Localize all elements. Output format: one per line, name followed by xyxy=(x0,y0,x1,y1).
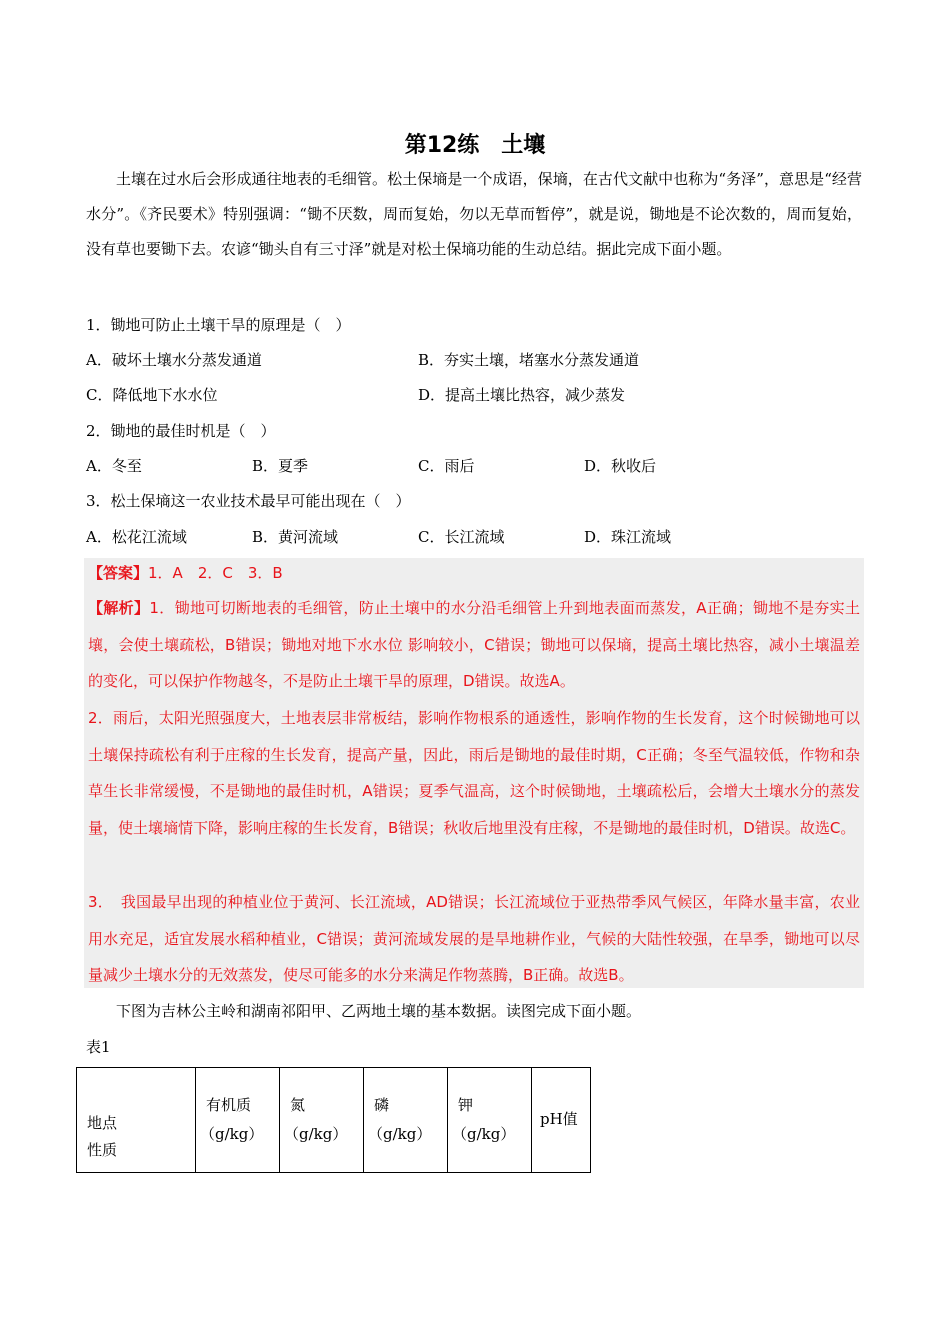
answer-label: 【答案】 xyxy=(88,564,149,582)
header-nitrogen-unit: （g/kg） xyxy=(284,1125,348,1143)
header-potassium xyxy=(448,1068,532,1173)
header-phosphorus-unit: （g/kg） xyxy=(368,1125,432,1143)
header-organic-matter-unit: （g/kg） xyxy=(200,1125,264,1143)
question-2-option-d[interactable]: D．秋收后 xyxy=(584,457,657,475)
header-nitrogen-name: 氮 xyxy=(290,1096,306,1114)
page-title: 第12练 土壤 xyxy=(404,133,546,158)
answer-line xyxy=(88,563,283,583)
corner-top-label: 地点 xyxy=(87,1114,118,1132)
question-1-stem: 1．锄地可防止土壤干旱的原理是（ ） xyxy=(86,316,351,334)
table-header-row xyxy=(77,1068,591,1173)
question-1-option-b[interactable]: B．夯实土壤，堵塞水分蒸发通道 xyxy=(418,351,640,369)
question-2-option-c[interactable]: C．雨后 xyxy=(418,457,475,475)
analysis-label: 【解析】 xyxy=(88,599,150,617)
table-label: 表1 xyxy=(86,1038,111,1056)
intro-paragraph: 土壤在过水后会形成通往地表的毛细管。松土保墒是一个成语，保墒，在古代文献中也称为“务泽”，意思是“经营水分”。《齐民要术》特别强调：“锄不厌数，周而复始，勿以无草而暂停”，就是说，锄地是不论次数的，周而复始，没有草也要锄下去。农谚“锄头自有三寸泽”就是对松土保墒功能的生动总结。据此完成下面小题。 xyxy=(86,170,862,258)
question-3-option-d[interactable]: D．珠江流域 xyxy=(584,528,672,546)
question-3-stem: 3．松土保墒这一农业技术最早可能出现在（ ） xyxy=(86,492,411,510)
header-potassium-name: 钾 xyxy=(458,1096,474,1114)
question-3-option-a[interactable]: A．松花江流域 xyxy=(86,528,187,546)
analysis-1-text: 1．锄地可切断地表的毛细管，防止土壤中的水分沿毛细管上升到地表面而蒸发，A正确；锄地不是夯实土壤，会使土壤疏松，B错误；锄地对地下水水位 影响较小，C错误；锄地可以保墒，提高土壤比热容，减小土壤温差的变化，可以保护作物越冬，不是防止土壤干旱的原理，D错误。故选A。 xyxy=(88,599,860,690)
question-2-stem: 2．锄地的最佳时机是（ ） xyxy=(86,422,276,440)
question-2-option-b[interactable]: B．夏季 xyxy=(252,457,309,475)
table-corner-cell xyxy=(77,1068,196,1173)
answer-text: 1．A 2．C 3．B xyxy=(148,564,283,582)
question-1-option-a[interactable]: A．破坏土壤水分蒸发通道 xyxy=(86,351,262,369)
analysis-1 xyxy=(88,590,860,700)
header-organic-matter xyxy=(196,1068,280,1173)
header-nitrogen xyxy=(280,1068,364,1173)
analysis-2: 2．雨后，太阳光照强度大，土地表层非常板结，影响作物根系的通透性，影响作物的生长发育，这个时候锄地可以土壤保持疏松有利于庄稼的生长发育，提高产量，因此，雨后是锄地的最佳时期，C正确；冬至气温较低，作物和杂草生长非常缓慢，不是锄地的最佳时机，A错误；夏季气温高，这个时候锄地，土壤疏松后，会增大土壤水分的蒸发量，使土壤墒情下降，影响庄稼的生长发育，B错误；秋收后地里没有庄稼，不是锄地的最佳时机，D错误。故选C。 xyxy=(88,709,860,837)
header-ph-name: pH值 xyxy=(540,1110,578,1128)
header-ph xyxy=(532,1068,591,1173)
question-2-option-a[interactable]: A．冬至 xyxy=(86,457,142,475)
intro-2-paragraph: 下图为吉林公主岭和湖南祁阳甲、乙两地土壤的基本数据。读图完成下面小题。 xyxy=(116,1002,642,1020)
header-phosphorus-name: 磷 xyxy=(374,1096,390,1114)
question-3-option-c[interactable]: C．长江流域 xyxy=(418,528,505,546)
question-1-option-c[interactable]: C．降低地下水水位 xyxy=(86,386,218,404)
question-3-option-b[interactable]: B．黄河流域 xyxy=(252,528,339,546)
soil-data-table xyxy=(76,1067,591,1173)
header-potassium-unit: （g/kg） xyxy=(452,1125,516,1143)
header-phosphorus xyxy=(364,1068,448,1173)
corner-bottom-label: 性质 xyxy=(87,1141,118,1159)
analysis-3: 3． 我国最早出现的种植业位于黄河、长江流域，AD错误；长江流域位于亚热带季风气候区，年降水量丰富，农业用水充足，适宜发展水稻种植业，C错误；黄河流域发展的是旱地耕作业，气候的大陆性较强，在旱季，锄地可以尽量减少土壤水分的无效蒸发，使尽可能多的水分来满足作物蒸腾，B正确。故选B。 xyxy=(88,893,860,984)
header-organic-matter-name: 有机质 xyxy=(206,1096,252,1114)
question-1-option-d[interactable]: D．提高土壤比热容，减少蒸发 xyxy=(418,386,626,404)
